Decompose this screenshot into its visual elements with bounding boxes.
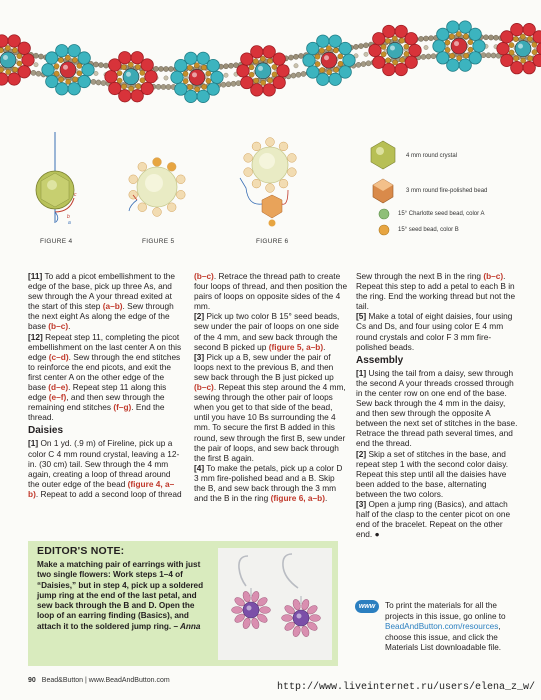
daisies-step-1-paragraph (28, 438, 182, 499)
text-run: Pick up a B, sew under the pair of loops next to the previous B, and then sew back through the B just picked up (194, 351, 334, 382)
daisies-step-2-paragraph (194, 311, 348, 351)
text-run: Open a jump ring (Basics), and attach half of the clasp to the center picot on one end of the bracelet. Repeat on the other end. (356, 498, 511, 540)
legend-label-crystal: 4 mm round crystal (406, 153, 458, 159)
text-run: . Repeat step 11 along this edge (28, 382, 167, 403)
figure-ref: (d–e) (48, 382, 69, 393)
legend-label-fire-polished: 3 mm round fire-polished bead (406, 188, 488, 194)
text-run: To make the petals, pick up a color D 3 mm fire-polished bead and a B. Skip the B, and sew back through the 3 mm and the B in the ring (194, 462, 343, 504)
figure-ref: (figure 6, a–b) (270, 493, 325, 504)
text-run: . Sew through the next eight As along the edge of the base (28, 301, 174, 332)
daisies-heading: Daisies (28, 425, 64, 437)
text-run: Make a matching pair of earrings with just two single flowers: Work steps 1–4 of “Daisies,” but in step 4, pick up a soldered jump ring at the end of the last petal, and sew back through the B and D. Open the loop of an earring finding (Basics), and attach it to the soldered jump ring. (37, 560, 204, 631)
step-number: [2] (194, 311, 205, 322)
step-number: [4] (194, 462, 205, 473)
turquoise-daisy (303, 35, 355, 85)
daisies-step-5-paragraph (356, 311, 518, 351)
source-watermark: http://www.liveinternet.ru/users/elena_z_w/ (277, 682, 536, 693)
earrings-photo (218, 548, 332, 660)
figure-5-diagram (125, 145, 195, 230)
figure-ref: (a–b) (102, 301, 123, 312)
text-run: . Sew through the end stitches to reinforce the end picots, and exit the first center A on the other edge of the base (28, 351, 181, 393)
text-run: . Retrace the thread path to create four loops of thread, and then position the pairs of loops on opposite sides of the 4 mm. (194, 271, 348, 312)
step-number: [1] (356, 367, 367, 378)
step-11-paragraph (28, 271, 182, 332)
text-run: Sew through the next B in the ring (356, 271, 484, 281)
text-run: . (324, 493, 328, 504)
legend-label-seed-b: 15° seed bead, color B (398, 227, 459, 233)
daisies-step-4-paragraph (194, 463, 348, 503)
figure-ref: (b–c) (48, 321, 69, 332)
text-run: To add a picot embellishment to the edge of the base, pick up three As, and sew through the A your thread exited at the start of this step (28, 271, 175, 312)
step-number: [11] (28, 271, 43, 281)
figure-ref: (b–c) (194, 271, 214, 281)
text-run: To print the materials for all the projects in this issue, go online to (385, 601, 506, 621)
legend-fire-polished-icon (371, 178, 395, 204)
editors-note-signature: – Anna (171, 621, 201, 631)
daisies-step-3-paragraph (194, 352, 348, 463)
text-run: , choose this issue, and click the Materials List downloadable file. (385, 622, 502, 652)
figure-4-diagram (30, 128, 100, 228)
editors-note-box (28, 541, 338, 666)
text-column-2 (194, 271, 348, 503)
text-run: . (323, 341, 326, 352)
end-mark: ● (374, 529, 380, 540)
step-number: [3] (356, 498, 367, 509)
legend-seed-bead-b-icon (378, 224, 390, 236)
text-run: . End the thread. (28, 402, 165, 423)
page-footer (28, 677, 170, 684)
step-number: [1] (28, 438, 39, 449)
figure-4-label: FIGURE 4 (40, 238, 73, 245)
text-column-1 (28, 271, 182, 499)
figure-ref: (b–c) (194, 382, 214, 393)
step-number: [12] (28, 331, 43, 342)
assembly-step-3-paragraph (356, 499, 518, 539)
text-run: Make a total of eight daisies, four using Cs and Ds, and four using color E 4 mm round crystals and color F 3 mm fire-polished beads. (356, 311, 513, 352)
step-number: [2] (356, 448, 367, 459)
fig4-letter-c: c (74, 192, 77, 198)
figure-ref: (f–g) (113, 402, 132, 413)
editors-note-heading: EDITOR'S NOTE: (37, 545, 125, 557)
page-number: 90 (28, 677, 36, 684)
red-daisy (237, 46, 289, 96)
text-run: Repeat step 11, completing the picot embellishment on the last center A on this edge (28, 331, 182, 362)
assembly-step-2-paragraph (356, 449, 518, 499)
step-number: [5] (356, 311, 367, 322)
legend-seed-bead-a-icon (378, 208, 390, 220)
assembly-heading: Assembly (356, 354, 404, 366)
daisies-step-4-continued (356, 271, 518, 311)
www-resources-text (385, 601, 525, 654)
red-daisy (105, 52, 157, 102)
figure-5-label: FIGURE 5 (142, 238, 175, 245)
figure-ref: (b–c) (483, 271, 504, 281)
text-run: . (68, 321, 71, 332)
www-badge-icon: www (355, 600, 379, 613)
text-run: Pick up two color B 15° seed beads, sew under the pair of loops on one side of the 4 mm, and sew back through the second B picked up (194, 311, 340, 352)
turquoise-daisy (171, 52, 223, 102)
editors-note-body (37, 560, 207, 632)
footer-publication: Bead&Button | www.BeadAndButton.com (41, 677, 170, 684)
text-run: Using the tail from a daisy, sew through the second A your threads crossed through in the center row on one end of the base. Sew back through the 4 mm in the daisy, and then sew through the opposite A between the next set of stitches in the base. Retrace the thread path several times, and end the thread. (356, 367, 518, 449)
figure-ref: (figure 5, a–b) (268, 341, 324, 352)
figure-6-diagram (232, 120, 302, 232)
resources-link[interactable]: BeadAndButton.com/resources (385, 622, 499, 631)
text-run: . Repeat this step to add a petal to each B in the ring. End the working thread but not the tail. (356, 271, 516, 312)
legend-label-seed-a: 15° Charlotte seed bead, color A (398, 211, 485, 217)
text-column-3 (356, 271, 518, 539)
step-number: [3] (194, 351, 205, 362)
text-run: , and then sew through the remaining end stitches (28, 392, 165, 413)
text-run: Skip a set of stitches in the base, and repeat step 1 with the second color daisy. Repeat this step until all the daisies have been added to the base, alternating between the two colors. (356, 448, 509, 499)
red-daisy (369, 25, 421, 75)
assembly-step-1-paragraph (356, 368, 518, 449)
text-run: . Repeat this step around the 4 mm, sewing through the other pair of loops when you get to that side of the bead, until you have 10 Bs surrounding the 4 mm. To secure the first B added in this round, sew through the first B, sew under the pair of loops, and sew back through the first B again. (194, 382, 346, 463)
figure-ref: (e–f) (48, 392, 67, 403)
figure-6-label: FIGURE 6 (256, 238, 289, 245)
turquoise-daisy (42, 45, 94, 95)
turquoise-daisy (433, 21, 485, 71)
fig4-letter-a: a (68, 220, 71, 226)
bracelet-photo (0, 0, 541, 125)
daisies-step-1-continued (194, 271, 348, 311)
step-12-paragraph (28, 332, 182, 423)
text-run: . Repeat to add a second loop of thread (35, 488, 182, 499)
fig4-letter-b: b (67, 214, 70, 220)
text-run: On 1 yd. (.9 m) of Fireline, pick up a color C 4 mm round crystal, leaving a 12-in. (30 cm) tail. Sew through the 4 mm again, creating a loop of thread around the outer edge of the bead (28, 438, 180, 489)
legend-crystal-icon (368, 140, 398, 170)
figure-ref: (c–d) (48, 351, 69, 362)
figure-ref: (figure 4, a–b) (28, 478, 175, 499)
